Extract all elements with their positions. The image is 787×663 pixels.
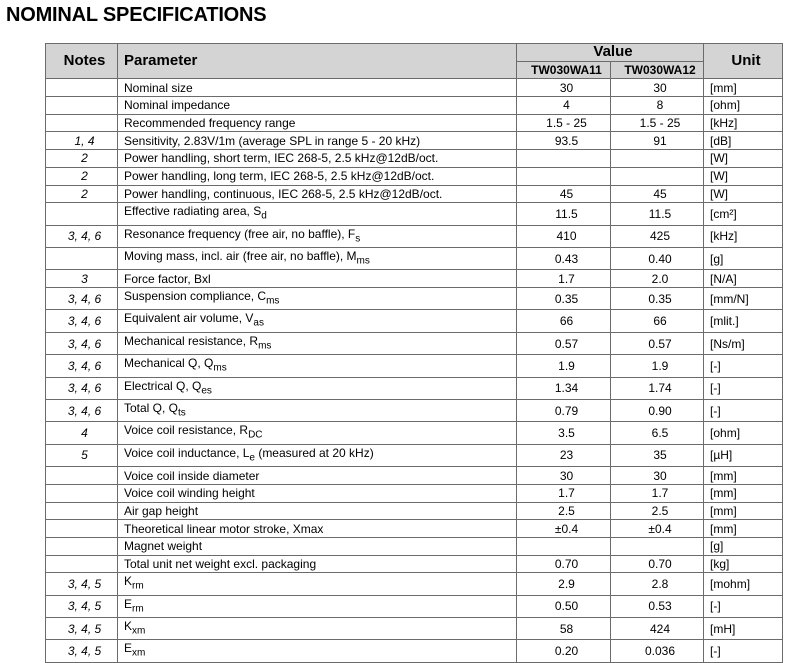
- value-cell-tw030wa12: [611, 150, 704, 168]
- unit-cell: [g]: [704, 247, 783, 269]
- parameter-subscript: e: [249, 452, 255, 464]
- model-header-tw030wa12: TW030WA12: [611, 61, 704, 79]
- table-row: [46, 618, 783, 640]
- parameter-subscript: rm: [132, 580, 144, 592]
- unit-cell: [mm/N]: [704, 288, 783, 310]
- notes-cell: 3, 4, 6: [46, 377, 118, 399]
- value-cell-tw030wa12: [611, 537, 704, 555]
- parameter-subscript: as: [253, 317, 264, 329]
- value-cell-tw030wa11: [517, 537, 611, 555]
- notes-cell: [46, 520, 118, 538]
- value-cell-tw030wa12: 45: [611, 185, 704, 203]
- unit-cell: [-]: [704, 355, 783, 377]
- value-cell-tw030wa12: 1.74: [611, 377, 704, 399]
- unit-cell: [N/A]: [704, 270, 783, 288]
- table-row: [46, 185, 783, 203]
- unit-cell: [W]: [704, 185, 783, 203]
- unit-cell: [mm]: [704, 520, 783, 538]
- notes-cell: 5: [46, 444, 118, 466]
- notes-cell: 2: [46, 185, 118, 203]
- parameter-subscript: ms: [258, 340, 272, 352]
- parameter-cell: [118, 422, 517, 444]
- notes-cell: 3, 4, 6: [46, 225, 118, 247]
- value-cell-tw030wa11: 23: [517, 444, 611, 466]
- table-row: [46, 97, 783, 115]
- table-row: [46, 537, 783, 555]
- table-row: [46, 247, 783, 269]
- unit-cell: [cm²]: [704, 203, 783, 225]
- value-cell-tw030wa12: 0.35: [611, 288, 704, 310]
- specifications-body: [46, 79, 783, 662]
- value-cell-tw030wa11: 2.9: [517, 573, 611, 595]
- parameter-cell: [118, 444, 517, 466]
- table-row: [46, 114, 783, 132]
- parameter-label: Force factor, Bxl: [124, 271, 211, 286]
- unit-cell: [Ns/m]: [704, 332, 783, 354]
- parameter-cell: [118, 310, 517, 332]
- value-cell-tw030wa12: [611, 167, 704, 185]
- parameter-label: Electrical Q, Q: [124, 378, 202, 393]
- parameter-label: Power handling, short term, IEC 268-5, 2.5 kHz@12dB/oct.: [124, 151, 439, 166]
- value-cell-tw030wa11: 410: [517, 225, 611, 247]
- parameter-cell: [118, 79, 517, 97]
- value-cell-tw030wa11: 1.7: [517, 484, 611, 502]
- parameter-cell: [118, 97, 517, 115]
- table-row: [46, 502, 783, 520]
- unit-cell: [W]: [704, 167, 783, 185]
- value-cell-tw030wa12: 35: [611, 444, 704, 466]
- parameter-cell: [118, 640, 517, 662]
- value-cell-tw030wa11: 0.57: [517, 332, 611, 354]
- unit-cell: [mm]: [704, 484, 783, 502]
- parameter-cell: [118, 203, 517, 225]
- value-cell-tw030wa11: ±0.4: [517, 520, 611, 538]
- value-cell-tw030wa12: 6.5: [611, 422, 704, 444]
- notes-cell: 3, 4, 6: [46, 400, 118, 422]
- parameter-label: Mechanical Q, Q: [124, 356, 214, 371]
- unit-cell: [mlit.]: [704, 310, 783, 332]
- parameter-label: Effective radiating area, S: [124, 204, 262, 219]
- notes-cell: [46, 247, 118, 269]
- parameter-cell: [118, 150, 517, 168]
- parameter-label: Suspension compliance, C: [124, 289, 267, 304]
- parameter-cell: [118, 400, 517, 422]
- parameter-cell: [118, 520, 517, 538]
- table-row: [46, 422, 783, 444]
- unit-cell: [-]: [704, 400, 783, 422]
- notes-cell: [46, 537, 118, 555]
- parameter-cell: [118, 132, 517, 150]
- parameter-label: Power handling, continuous, IEC 268-5, 2.5 kHz@12dB/oct.: [124, 186, 443, 201]
- value-cell-tw030wa11: 30: [517, 79, 611, 97]
- table-row: [46, 310, 783, 332]
- notes-cell: 4: [46, 422, 118, 444]
- specifications-table: [45, 43, 783, 663]
- page-title: NOMINAL SPECIFICATIONS: [6, 4, 267, 26]
- value-cell-tw030wa12: 0.53: [611, 595, 704, 617]
- parameter-cell: [118, 377, 517, 399]
- parameter-cell: [118, 167, 517, 185]
- unit-cell: [kg]: [704, 555, 783, 573]
- table-row: [46, 595, 783, 617]
- table-row: [46, 332, 783, 354]
- unit-cell: [-]: [704, 377, 783, 399]
- parameter-cell: [118, 270, 517, 288]
- notes-cell: [46, 484, 118, 502]
- notes-cell: 3, 4, 5: [46, 595, 118, 617]
- value-cell-tw030wa11: 0.50: [517, 595, 611, 617]
- table-row: [46, 79, 783, 97]
- parameter-cell: [118, 247, 517, 269]
- value-cell-tw030wa12: 424: [611, 618, 704, 640]
- value-cell-tw030wa12: 0.90: [611, 400, 704, 422]
- value-cell-tw030wa12: 0.70: [611, 555, 704, 573]
- parameter-cell: [118, 332, 517, 354]
- parameter-label: Voice coil inductance, L: [124, 445, 250, 460]
- value-cell-tw030wa12: 0.036: [611, 640, 704, 662]
- parameter-label: Voice coil resistance, R: [124, 423, 249, 438]
- parameter-subscript: xm: [132, 647, 146, 659]
- table-row: [46, 484, 783, 502]
- unit-cell: [mm]: [704, 79, 783, 97]
- parameter-label: Voice coil inside diameter: [124, 468, 260, 483]
- value-cell-tw030wa11: [517, 150, 611, 168]
- table-row: [46, 467, 783, 485]
- value-cell-tw030wa11: 93.5: [517, 132, 611, 150]
- unit-cell: [mm]: [704, 502, 783, 520]
- value-cell-tw030wa12: ±0.4: [611, 520, 704, 538]
- value-cell-tw030wa11: 2.5: [517, 502, 611, 520]
- unit-cell: [µH]: [704, 444, 783, 466]
- value-cell-tw030wa11: 11.5: [517, 203, 611, 225]
- value-cell-tw030wa12: 91: [611, 132, 704, 150]
- parameter-label: Moving mass, incl. air (free air, no baffle), M: [124, 248, 357, 263]
- value-cell-tw030wa11: 0.43: [517, 247, 611, 269]
- parameter-subscript: es: [201, 385, 212, 396]
- notes-cell: [46, 114, 118, 132]
- parameter-subscript: ms: [266, 295, 280, 307]
- notes-cell: 2: [46, 167, 118, 185]
- unit-column-header: Unit: [704, 44, 783, 79]
- parameter-cell: [118, 555, 517, 573]
- value-cell-tw030wa12: 1.7: [611, 484, 704, 502]
- value-cell-tw030wa11: 1.34: [517, 377, 611, 399]
- unit-cell: [-]: [704, 595, 783, 617]
- parameter-cell: [118, 502, 517, 520]
- parameter-cell: [118, 573, 517, 595]
- parameter-cell: [118, 225, 517, 247]
- value-cell-tw030wa11: 58: [517, 618, 611, 640]
- notes-cell: [46, 467, 118, 485]
- table-row: [46, 270, 783, 288]
- notes-cell: [46, 555, 118, 573]
- parameter-label: Recommended frequency range: [124, 116, 296, 131]
- model-header-tw030wa11: TW030WA11: [517, 61, 611, 79]
- notes-cell: 3, 4, 6: [46, 288, 118, 310]
- value-column-header: Value: [517, 44, 704, 62]
- parameter-label: Resonance frequency (free air, no baffle), F: [124, 226, 356, 241]
- table-row: [46, 355, 783, 377]
- table-row: [46, 640, 783, 662]
- table-row: [46, 377, 783, 399]
- table-row: [46, 203, 783, 225]
- value-cell-tw030wa11: 4: [517, 97, 611, 115]
- value-cell-tw030wa11: 0.70: [517, 555, 611, 573]
- value-cell-tw030wa11: 66: [517, 310, 611, 332]
- parameter-label: Voice coil winding height: [124, 486, 255, 501]
- value-cell-tw030wa12: 1.9: [611, 355, 704, 377]
- notes-cell: 3: [46, 270, 118, 288]
- notes-cell: 3, 4, 5: [46, 618, 118, 640]
- parameter-label: Nominal impedance: [124, 98, 231, 113]
- table-row: [46, 150, 783, 168]
- value-cell-tw030wa12: 2.0: [611, 270, 704, 288]
- unit-cell: [mm]: [704, 467, 783, 485]
- parameter-subscript: ms: [356, 255, 370, 267]
- notes-column-header: Notes: [46, 44, 118, 79]
- parameter-subscript: ms: [213, 362, 227, 374]
- value-cell-tw030wa11: 1.5 - 25: [517, 114, 611, 132]
- parameter-label: K: [124, 574, 133, 589]
- notes-cell: [46, 502, 118, 520]
- parameter-cell: [118, 484, 517, 502]
- table-row: [46, 555, 783, 573]
- unit-cell: [ohm]: [704, 97, 783, 115]
- parameter-cell: [118, 618, 517, 640]
- parameter-cell: [118, 467, 517, 485]
- table-row: [46, 573, 783, 595]
- parameter-subscript: rm: [132, 603, 144, 615]
- value-cell-tw030wa12: 1.5 - 25: [611, 114, 704, 132]
- parameter-label: K: [124, 619, 133, 634]
- parameter-cell: [118, 114, 517, 132]
- value-cell-tw030wa12: 30: [611, 79, 704, 97]
- parameter-subscript: ts: [178, 407, 186, 419]
- notes-cell: 3, 4, 6: [46, 310, 118, 332]
- parameter-subscript: d: [261, 210, 267, 222]
- parameter-cell: [118, 288, 517, 310]
- unit-cell: [W]: [704, 150, 783, 168]
- table-row: [46, 167, 783, 185]
- value-cell-tw030wa12: 11.5: [611, 203, 704, 225]
- value-cell-tw030wa12: 2.8: [611, 573, 704, 595]
- unit-cell: [-]: [704, 640, 783, 662]
- value-cell-tw030wa12: 8: [611, 97, 704, 115]
- parameter-suffix: (measured at 20 kHz): [254, 445, 374, 460]
- table-row: [46, 288, 783, 310]
- table-row: [46, 132, 783, 150]
- value-cell-tw030wa11: [517, 167, 611, 185]
- parameter-label: Mechanical resistance, R: [124, 333, 259, 348]
- unit-cell: [mH]: [704, 618, 783, 640]
- parameter-label: Theoretical linear motor stroke, Xmax: [124, 521, 324, 536]
- parameter-subscript: s: [355, 232, 361, 244]
- value-cell-tw030wa12: 2.5: [611, 502, 704, 520]
- parameter-subscript: DC: [248, 429, 263, 441]
- value-cell-tw030wa11: 1.9: [517, 355, 611, 377]
- parameter-label: Total unit net weight excl. packaging: [124, 556, 317, 571]
- parameter-label: Magnet weight: [124, 539, 203, 554]
- parameter-cell: [118, 355, 517, 377]
- value-cell-tw030wa11: 45: [517, 185, 611, 203]
- value-cell-tw030wa12: 425: [611, 225, 704, 247]
- unit-cell: [ohm]: [704, 422, 783, 444]
- notes-cell: [46, 79, 118, 97]
- parameter-subscript: xm: [132, 625, 146, 637]
- value-cell-tw030wa11: 0.35: [517, 288, 611, 310]
- parameter-label: Equivalent air volume, V: [124, 311, 254, 326]
- value-cell-tw030wa11: 0.20: [517, 640, 611, 662]
- table-row: [46, 400, 783, 422]
- unit-cell: [dB]: [704, 132, 783, 150]
- notes-cell: 3, 4, 6: [46, 355, 118, 377]
- parameter-label: Nominal size: [124, 80, 193, 95]
- value-cell-tw030wa11: 30: [517, 467, 611, 485]
- parameter-label: Air gap height: [124, 503, 199, 518]
- table-row: [46, 520, 783, 538]
- parameter-label: E: [124, 641, 133, 656]
- notes-cell: [46, 203, 118, 225]
- value-cell-tw030wa11: 3.5: [517, 422, 611, 444]
- value-cell-tw030wa12: 30: [611, 467, 704, 485]
- parameter-cell: [118, 595, 517, 617]
- parameter-label: Power handling, long term, IEC 268-5, 2.5 kHz@12dB/oct.: [124, 169, 435, 184]
- value-cell-tw030wa12: 0.57: [611, 332, 704, 354]
- notes-cell: 2: [46, 150, 118, 168]
- notes-cell: 3, 4, 6: [46, 332, 118, 354]
- table-row: [46, 444, 783, 466]
- notes-cell: 3, 4, 5: [46, 573, 118, 595]
- parameter-label: Sensitivity, 2.83V/1m (average SPL in range 5 - 20 kHz): [124, 133, 421, 148]
- value-cell-tw030wa12: 0.40: [611, 247, 704, 269]
- unit-cell: [kHz]: [704, 114, 783, 132]
- unit-cell: [kHz]: [704, 225, 783, 247]
- unit-cell: [g]: [704, 537, 783, 555]
- unit-cell: [mohm]: [704, 573, 783, 595]
- notes-cell: 3, 4, 5: [46, 640, 118, 662]
- notes-cell: 1, 4: [46, 132, 118, 150]
- value-cell-tw030wa12: 66: [611, 310, 704, 332]
- parameter-cell: [118, 537, 517, 555]
- parameter-label: E: [124, 596, 133, 611]
- notes-cell: [46, 97, 118, 115]
- parameter-label: Total Q, Q: [124, 401, 179, 415]
- value-cell-tw030wa11: 0.79: [517, 400, 611, 422]
- table-row: [46, 225, 783, 247]
- parameter-column-header: Parameter: [118, 44, 517, 79]
- value-cell-tw030wa11: 1.7: [517, 270, 611, 288]
- parameter-cell: [118, 185, 517, 203]
